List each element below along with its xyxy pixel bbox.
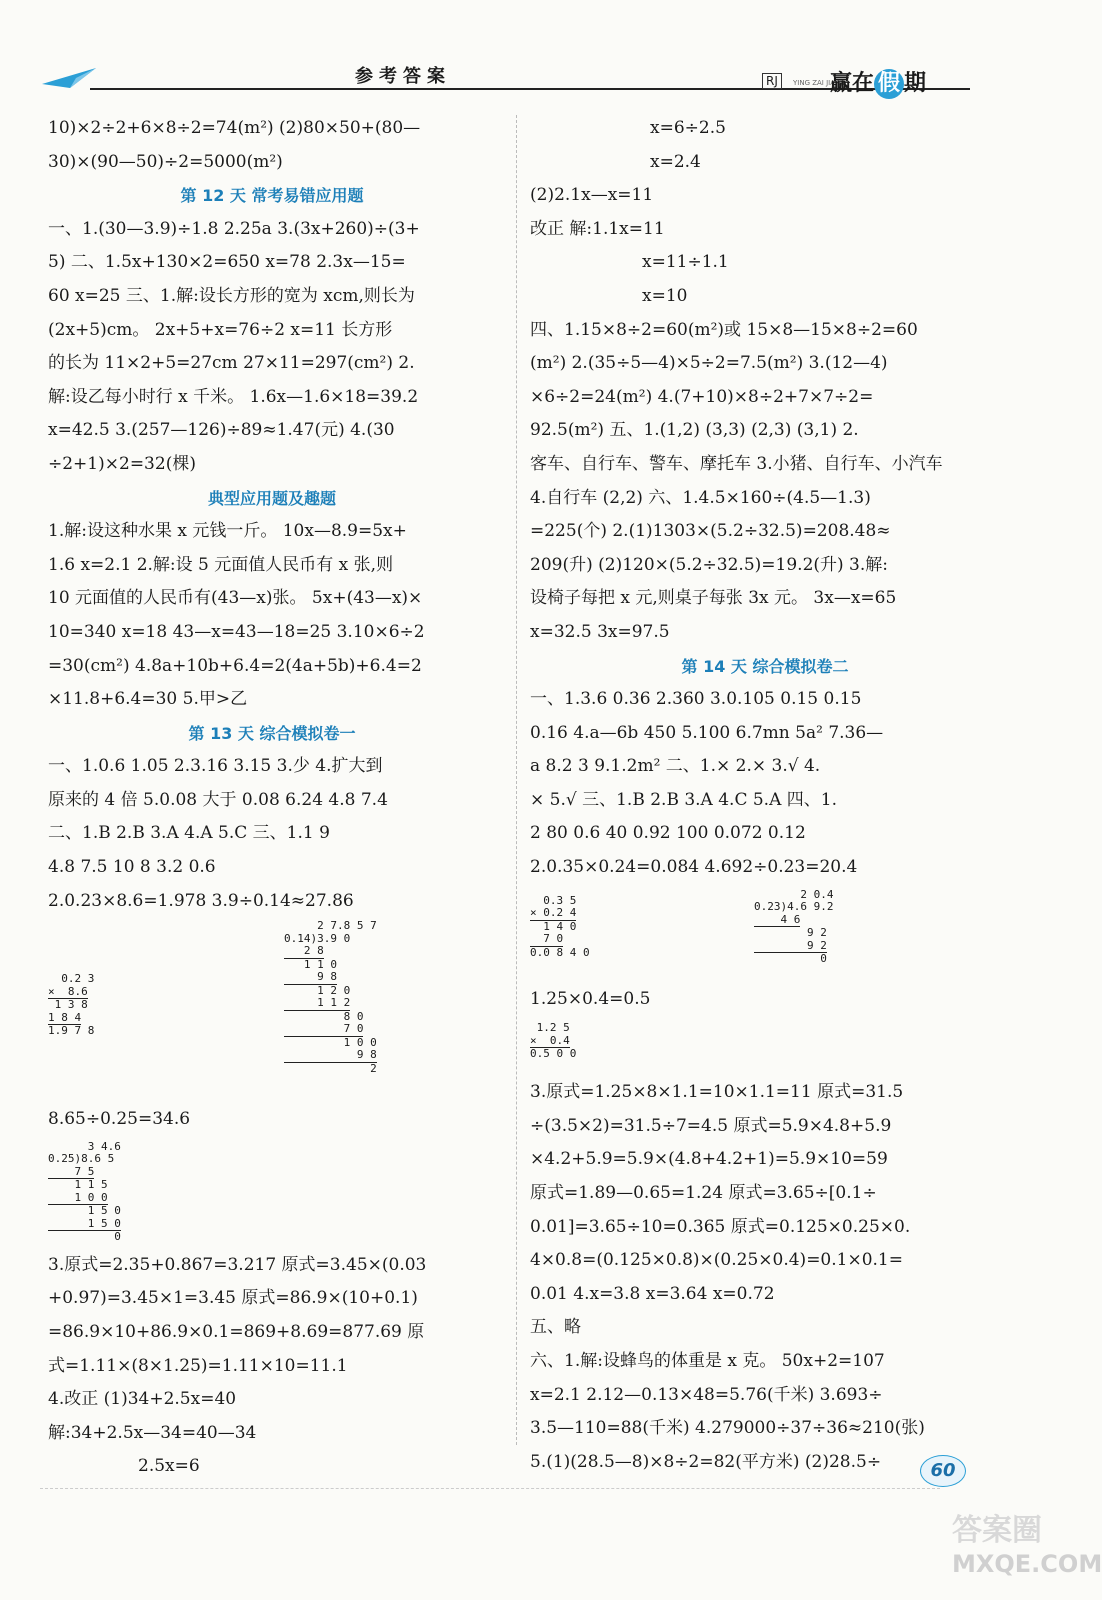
answer-line: 设椅子每把 x 元,则桌子每张 3x 元。 3x—x=65 [530, 588, 897, 609]
answer-line: (2)2.1x—x=11 [530, 185, 654, 206]
answer-line: 4×0.8=(0.125×0.8)×(0.25×0.4)=0.1×0.1= [530, 1250, 903, 1271]
answer-line: 5.(1)(28.5—8)×8÷2=82(平方米) (2)28.5÷ [530, 1451, 882, 1472]
answer-line: 的长为 11×2+5=27cm 27×11=297(cm²) 2. [48, 353, 415, 374]
right-column [530, 112, 1000, 1479]
answer-line: 1.解:设这种水果 x 元钱一斤。 10x—8.9=5x+ [48, 521, 407, 542]
calc-row: 9 8 [284, 970, 337, 984]
left-column [48, 112, 496, 1484]
answer-line: 二、1.B 2.B 3.A 4.A 5.C 三、1.1 9 [48, 823, 330, 844]
calc-row: 7 0 [284, 1022, 364, 1036]
vertical-multiplication [530, 1022, 576, 1061]
answer-line: 四、1.15×8÷2=60(m²)或 15×8—15×8÷2=60 [530, 319, 918, 340]
answer-line: 一、1.3.6 0.36 2.360 3.0.105 0.15 0.15 [530, 689, 862, 710]
section-heading: 典型应用题及趣题 [207, 488, 336, 508]
answer-line: 10 元面值的人民币有(43—x)张。 5x+(43—x)× [48, 588, 423, 609]
answer-line: × 5.√ 三、1.B 2.B 3.A 4.C 5.A 四、1. [530, 789, 837, 810]
calc-row: 7 5 [48, 1164, 95, 1178]
calc-row: 3 4.6 [48, 1139, 121, 1153]
answer-line: 4.改正 (1)34+2.5x=40 [48, 1389, 237, 1410]
answer-line: 0.01 4.x=3.8 x=3.64 x=0.72 [530, 1283, 775, 1304]
answer-line: 4.自行车 (2,2) 六、1.4.5×160÷(4.5—1.3) [530, 487, 871, 508]
calc-row: 1.9 7 8 [48, 1024, 95, 1038]
section-heading: 第 12 天 常考易错应用题 [180, 186, 364, 206]
calc-row: 1 0 0 [284, 1035, 377, 1049]
calc-row: 1 5 0 [48, 1204, 121, 1218]
calc-row: 1 4 0 [530, 919, 577, 933]
calc-row: 0.25)8.6 5 [48, 1152, 115, 1166]
answer-line: a 8.2 3 9.1.2m² 二、1.× 2.× 3.√ 4. [530, 756, 821, 777]
answer-line: 2.0.23×8.6=1.978 3.9÷0.14≈27.86 [48, 890, 354, 911]
edition-subtext: YING ZAI JIA QI [793, 79, 845, 87]
answer-line: 209(升) (2)120×(5.2÷32.5)=19.2(升) 3.解: [530, 554, 888, 575]
calc-row: 1 1 5 [48, 1178, 108, 1192]
calc-row: 1 1 0 [284, 957, 337, 971]
answer-line: x=11÷1.1 [642, 252, 729, 273]
answer-line: 4.8 7.5 10 8 3.2 0.6 [48, 857, 216, 878]
calc-row: 0.5 0 0 [530, 1047, 577, 1061]
answer-line: 改正 解:1.1x=11 [530, 218, 665, 239]
answer-line: 3.原式=2.35+0.867=3.217 原式=3.45×(0.03 [48, 1254, 427, 1275]
answer-line: 一、1.0.6 1.05 2.3.16 3.15 3.少 4.扩大到 [48, 756, 383, 777]
calc-row: 7 0 [530, 932, 564, 946]
section-heading: 第 13 天 综合模拟卷一 [188, 723, 356, 743]
answer-line: 30)×(90—50)÷2=5000(m²) [48, 151, 283, 172]
answer-line: x=2.4 [650, 151, 701, 172]
footer-rule [40, 1488, 940, 1489]
answer-line: 五、略 [530, 1317, 581, 1338]
answer-line: +0.97)=3.45×1=3.45 原式=86.9×(10+0.1) [48, 1288, 418, 1309]
calc-row: 1 5 0 [48, 1216, 121, 1230]
calc-row: 9 8 [284, 1048, 377, 1062]
calc-row: 9 2 [754, 926, 827, 940]
answer-line: 92.5(m²) 五、1.(1,2) (3,3) (2,3) (3,1) 2. [530, 420, 859, 441]
calc-row: 1 3 8 [48, 998, 88, 1012]
answer-line: 10=340 x=18 43—x=43—18=25 3.10×6÷2 [48, 621, 425, 642]
answer-line: 式=1.11×(8×1.25)=1.11×10=11.1 [48, 1355, 348, 1376]
calc-row: 2 8 [284, 944, 324, 958]
answer-line: 一、1.(30—3.9)÷1.8 2.25a 3.(3x+260)÷(3+ [48, 218, 420, 239]
answer-line: 原来的 4 倍 5.0.08 大于 0.08 6.24 4.8 7.4 [48, 789, 388, 810]
answer-line: 六、1.解:设蜂鸟的体重是 x 克。 50x+2=107 [530, 1351, 885, 1371]
answer-line: 1.25×0.4=0.5 [530, 988, 651, 1009]
section-heading: 第 14 天 综合模拟卷二 [681, 656, 849, 676]
vertical-division [754, 889, 833, 966]
answer-line: =30(cm²) 4.8a+10b+6.4=2(4a+5b)+6.4=2 [48, 655, 422, 676]
calc-row: 0 [754, 952, 827, 966]
calc-row: 2 7.8 5 7 [284, 919, 377, 933]
calc-row: 4 6 [754, 912, 801, 926]
page-number: 60 [920, 1455, 966, 1487]
answer-line: =86.9×10+86.9×0.1=869+8.69=877.69 原 [48, 1322, 425, 1343]
answer-line: =225(个) 2.(1)1303×(5.2÷32.5)=208.48≈ [530, 521, 891, 542]
answer-line: 0.01]=3.65÷10=0.365 原式=0.125×0.25×0. [530, 1216, 911, 1237]
answer-line: 原式=1.89—0.65=1.24 原式=3.65÷[0.1÷ [530, 1183, 877, 1204]
answer-line: 8.65÷0.25=34.6 [48, 1109, 191, 1130]
watermark-logo: 答案圈 [952, 1513, 1042, 1548]
calc-row: 0.0 8 4 0 [530, 945, 590, 959]
vertical-division [284, 920, 377, 1075]
answer-line: 5) 二、1.5x+130×2=650 x=78 2.3x—15= [48, 252, 406, 273]
brand-post: 期 [904, 71, 927, 96]
answer-line: x=42.5 3.(257—126)÷89≈1.47(元) 4.(30 [48, 420, 395, 441]
calc-row: × 0.2 4 [530, 906, 577, 920]
calc-row: 1 2 0 [284, 983, 351, 997]
brand-pre: 赢在 [830, 71, 875, 96]
answer-line: 0.16 4.a—6b 450 5.100 6.7mn 5a² 7.36— [530, 722, 884, 743]
calc-row: 0.14)3.9 0 [284, 931, 351, 945]
answer-line: 10)×2÷2+6×8÷2=74(m²) (2)80×50+(80— [48, 118, 421, 138]
calc-row: 8 0 [284, 1009, 364, 1023]
brand-highlight: 假 [874, 69, 904, 99]
answer-line: (2x+5)cm。 2x+5+x=76÷2 x=11 长方形 [48, 319, 393, 340]
answer-line: (m²) 2.(35÷5—4)×5÷2=7.5(m²) 3.(12—4) [530, 353, 888, 374]
vertical-multiplication [48, 973, 94, 1038]
calc-row: 1 0 0 [48, 1190, 108, 1204]
answer-line: 解:34+2.5x—34=40—34 [48, 1422, 257, 1443]
answer-line: ÷(3.5×2)=31.5÷7=4.5 原式=5.9×4.8+5.9 [530, 1115, 892, 1136]
column-divider [516, 115, 517, 1445]
watermark-url: MXQE.COM [952, 1550, 1102, 1578]
calc-row: 2 [284, 1061, 377, 1075]
calc-row: 2 0.4 [754, 887, 834, 901]
calc-row: 1 1 2 [284, 996, 351, 1010]
vertical-division [48, 1141, 121, 1244]
answer-line: 3.原式=1.25×8×1.1=10×1.1=11 原式=31.5 [530, 1082, 904, 1103]
calc-row: 0 [48, 1230, 121, 1244]
vertical-calc-area [530, 885, 1000, 983]
calc-row: 1.2 5 [530, 1021, 570, 1035]
answer-line: 3.5—110=88(千米) 4.279000÷37÷36≈210(张) [530, 1418, 925, 1439]
answer-line: 2.5x=6 [138, 1456, 200, 1477]
answer-line: x=6÷2.5 [650, 118, 726, 138]
answer-line: x=2.1 2.12—0.13×48=5.76(千米) 3.693÷ [530, 1384, 883, 1405]
vertical-calc-area [48, 918, 496, 1103]
answer-line: 1.6 x=2.1 2.解:设 5 元面值人民币有 x 张,则 [48, 554, 394, 575]
calc-row: 0.2 3 [48, 972, 95, 986]
calc-row: × 8.6 [48, 984, 88, 998]
answer-line: x=10 [642, 285, 688, 306]
answer-line: ÷2+1)×2=32(棵) [48, 453, 196, 474]
answer-line: 解:设乙每小时行 x 千米。 1.6x—1.6×18=39.2 [48, 386, 419, 407]
calc-row: 9 2 [754, 938, 827, 952]
brand-logo [830, 66, 926, 99]
calc-row: 0.23)4.6 9.2 [754, 900, 834, 914]
vertical-multiplication [530, 895, 590, 960]
vertical-calc-area [530, 1016, 1000, 1076]
answer-line: ×4.2+5.9=5.9×(4.8+4.2+1)=5.9×10=59 [530, 1149, 888, 1170]
calc-row: 1 8 4 [48, 1010, 82, 1024]
calc-row: × 0.4 [530, 1033, 570, 1047]
answer-line: 客车、自行车、警车、摩托车 3.小猪、自行车、小汽车 [530, 453, 943, 474]
vertical-calc-area [48, 1137, 496, 1249]
calc-row: 0.3 5 [530, 893, 577, 907]
answer-line: ×11.8+6.4=30 5.甲>乙 [48, 689, 248, 710]
page-header [0, 0, 1080, 110]
edition-badge: RJ [762, 73, 782, 89]
answer-line: 60 x=25 三、1.解:设长方形的宽为 xcm,则长为 [48, 285, 415, 306]
answer-line: x=32.5 3x=97.5 [530, 621, 670, 642]
header-title: 参考答案 [355, 66, 451, 87]
answer-line: 2.0.35×0.24=0.084 4.692÷0.23=20.4 [530, 857, 858, 878]
answer-line: 2 80 0.6 40 0.92 100 0.072 0.12 [530, 823, 806, 844]
answer-line: ×6÷2=24(m²) 4.(7+10)×8÷2+7×7÷2= [530, 386, 874, 407]
